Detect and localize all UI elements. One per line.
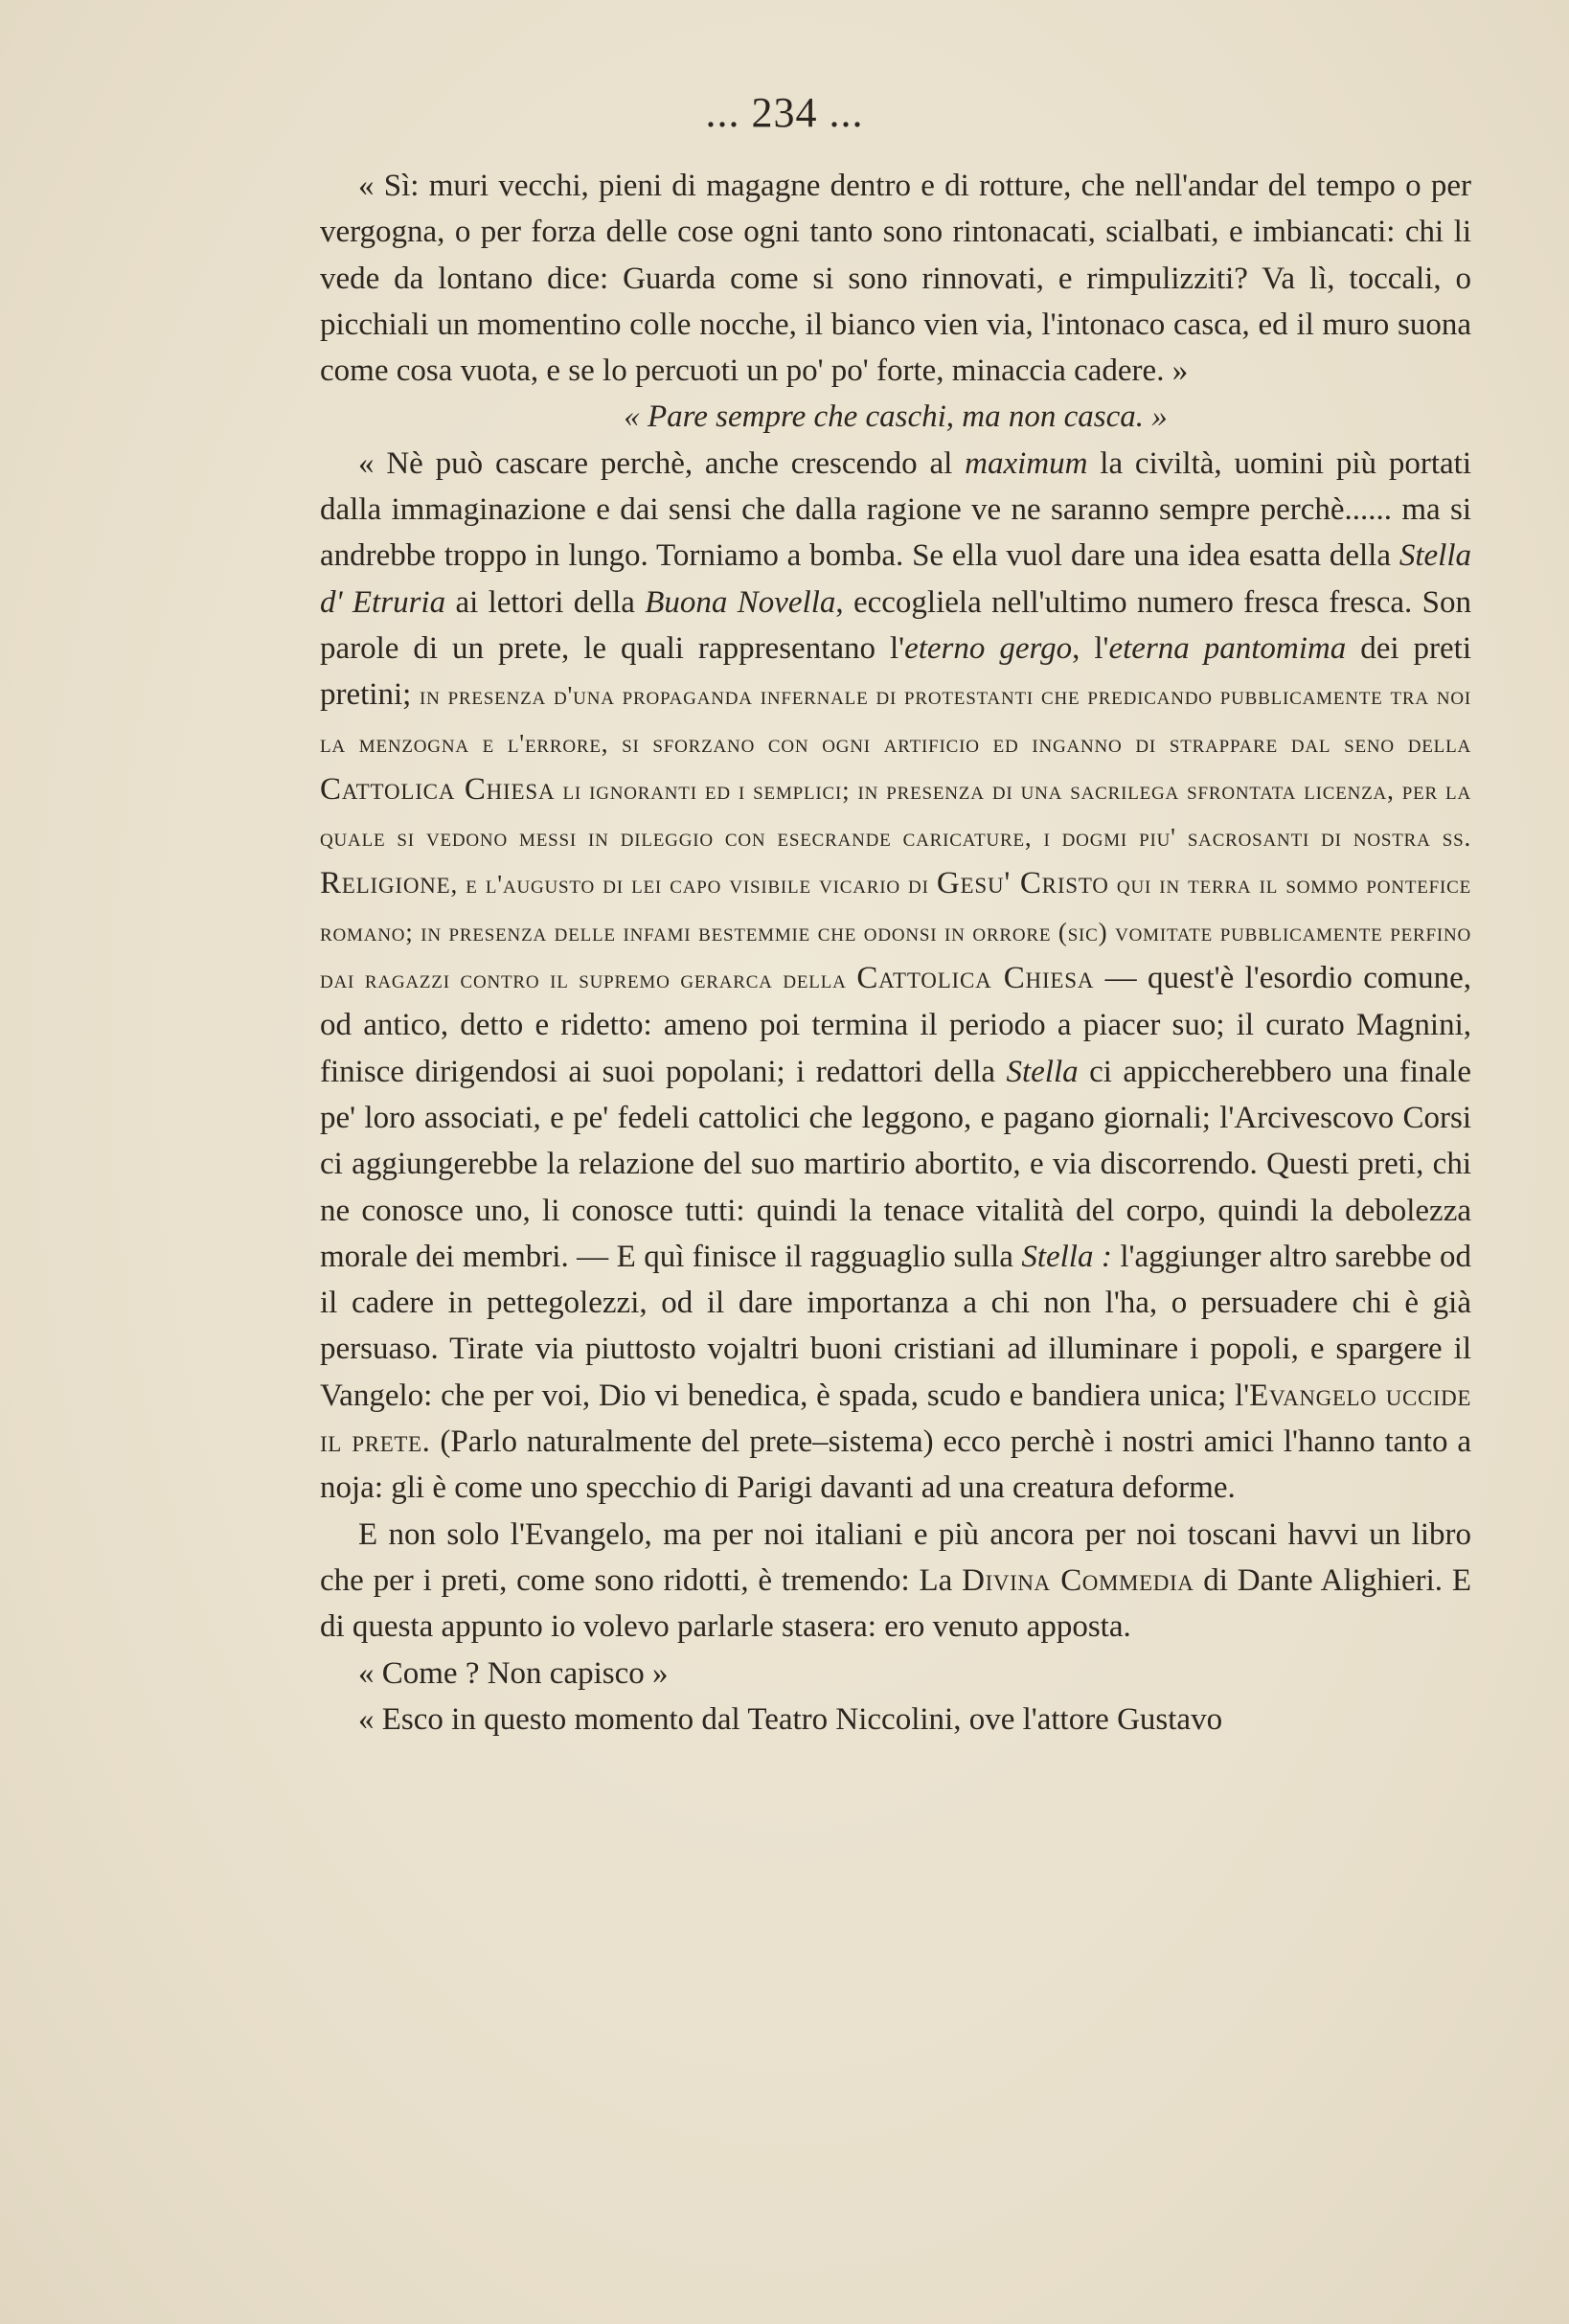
paragraph-4 (320, 1512, 1471, 1651)
caps-cattolica-chiesa-2: Cattolica Chiesa (856, 961, 1095, 996)
text-run: , l' (1072, 630, 1109, 666)
caps-run: qui in terra il sommo pontefice romano; in presenza delle infami bestemmie che odonsi in orrore (sic) vomitate pubblicamente perfino dai ragazzi contro il supremo gerarca della (320, 870, 1472, 994)
italic-buona-novella: Buona Novella (645, 584, 836, 620)
paragraph-3 (320, 441, 1471, 1512)
text-run: E non solo l'Evangelo, ma per noi italiani e più ancora per noi toscani havvi un libro che per i preti, come sono ridotti, è tremendo: La (320, 1516, 1471, 1598)
italic-eterna-pantomima: eterna pantomima (1108, 630, 1347, 666)
paragraph-5: « Come ? Non capisco » (358, 1655, 669, 1691)
italic-stella-2: Stella : (1021, 1239, 1112, 1274)
text-run: — quest'è l'esordio comune, od antico, detto e ridetto: ameno poi termina il periodo a piacer suo; il curato Magnini, finisce dirigendosi ai suoi popolani; i redattori della (320, 961, 1471, 1089)
caps-religione: Religione (320, 866, 451, 901)
text-run: di Dante Alighieri. E di questa appunto io volevo parlarle stasera: ero venuto apposta. (320, 1562, 1471, 1645)
caps-run: , e l'augusto di lei capo visibile vicario di (450, 870, 937, 900)
italic-stella: Stella (1006, 1054, 1079, 1089)
paragraph-1: « Sì: muri vecchi, pieni di magagne dentro e di rotture, che nell'andar del tempo o per vergogna, o per forza delle cose ogni tanto sono rintonacati, scialbati, e imbiancati: chi li vede da lontano dice: Guarda come si sono rinnovati, e rimpulizziti? Va lì, toccali, o picchiali un momentino colle nocche, il bianco vien via, l'intonaco casca, ed il muro suona come cosa vuota, e se lo percuoti un po' po' forte, minaccia cadere. » (320, 169, 1471, 389)
caps-cattolica-chiesa: Cattolica Chiesa (320, 771, 556, 807)
text-run: ai lettori della (445, 584, 646, 620)
smallcaps-divina-commedia: Divina Commedia (962, 1562, 1194, 1598)
text-run: (Parlo naturalmente del prete–sistema) ecco perchè i nostri amici l'hanno tanto a noja: gli è come uno specchio di Parigi davanti ad una creatura deforme. (320, 1424, 1471, 1506)
italic-eterno-gergo: eterno gergo (904, 630, 1073, 666)
smallcaps-evangelo: Evangelo uccide il prete. (320, 1378, 1472, 1460)
italic-maximum: maximum (965, 445, 1088, 481)
text-run: ci appiccherebbero una finale pe' loro associati, e pe' fedeli cattolici che leggono, e pagano giornali; l'Arcivescovo Corsi ci aggiungerebbe la relazione del suo martirio abortito, e via discorrendo. Questi preti, chi ne conosce uno, li conosce tutti: quindi la tenace vitalità del corpo, quindi la debolezza morale dei membri. — E quì finisce il ragguaglio sulla (320, 1054, 1471, 1274)
italic-stella-etruria: Stella d' Etruria (320, 538, 1471, 620)
text-run: , eccogliela nell'ultimo numero fresca fresca. Son parole di un prete, le quali rappresentano l' (320, 584, 1471, 666)
paragraph-6: « Esco in questo momento dal Teatro Niccolini, ove l'attore Gustavo (358, 1701, 1223, 1737)
paragraph-2-quote: « Pare sempre che caschi, ma non casca. » (624, 399, 1168, 435)
text-run: dei preti pretini; (320, 630, 1471, 713)
smallcaps-quote (320, 681, 1472, 996)
caps-run: in presenza d'una propaganda infernale di protestanti che predicando pubblicamente tra noi la menzogna e l'errore, si sforzano con ogni artificio ed inganno di strappare dal seno della (320, 681, 1472, 758)
caps-run: li ignoranti ed i semplici; in presenza di una sacrilega sfrontata licenza, per la quale si vedono messi in dileggio con esecrande caricature, i dogmi piu' sacrosanti di nostra ss. (320, 775, 1471, 853)
text-run: l'aggiunger altro sarebbe od il cadere in pettegolezzi, od il dare importanza a chi non l'ha, o persuadere chi è già persuaso. Tirate via piuttosto vojaltri buoni cristiani ad illuminare i popoli, e spargere il Vangelo: che per voi, Dio vi benedica, è spada, scudo e bandiera unica; l' (320, 1239, 1472, 1413)
caps-gesu-cristo: Gesu' Cristo (936, 866, 1109, 901)
body-text (320, 163, 1471, 1743)
text-run: la civiltà, uomini più portati dalla immaginazione e dai sensi che dalla ragione ve ne saranno sempre perchè...... ma si andrebbe troppo in lungo. Torniamo a bomba. Se ella vuol dare una idea esatta della (320, 445, 1471, 574)
text-run: « Nè può cascare perchè, anche crescendo al (358, 445, 966, 481)
page-number: ... 234 ... (705, 89, 864, 136)
